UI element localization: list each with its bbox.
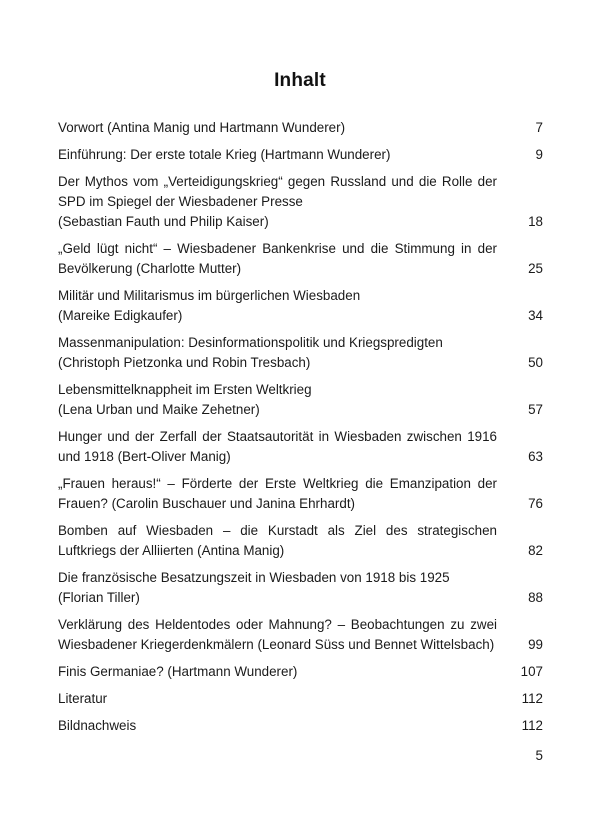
toc-entry-page-number: 9 [535,147,543,162]
toc-entry[interactable] [58,333,543,373]
toc-entry-title: Hunger und der Zerfall der Staatsautorität in Wiesbaden zwischen 1916 und 1918 (Bert-Oliver Manig) [58,429,497,464]
toc-entry[interactable] [58,716,543,736]
toc-entry-page-number: 112 [521,718,543,733]
toc-entry-title: Vorwort (Antina Manig und Hartmann Wunderer) [58,120,346,135]
toc-entry-page-number: 18 [528,214,543,229]
toc-entry[interactable] [58,568,543,608]
toc-entry-title: Massenmanipulation: Desinformationspolitik und Kriegspredigten (Christoph Pietzonka und Robin Tresbach) [58,335,443,370]
toc-entry[interactable] [58,474,543,514]
toc-entry-title: Bomben auf Wiesbaden – die Kurstadt als Ziel des strategischen Luftkriegs der Alliierten (Antina Manig) [58,523,497,558]
toc-entry[interactable] [58,427,543,467]
toc-entry-page-number: 88 [528,590,543,605]
toc-entry[interactable] [58,521,543,561]
toc-entry-title: Die französische Besatzungszeit in Wiesbaden von 1918 bis 1925 (Florian Tiller) [58,570,450,605]
toc-entry-page-number: 76 [528,496,543,511]
toc-entry-title: Der Mythos vom „Verteidigungskrieg“ gegen Russland und die Rolle der SPD im Spiegel der Wiesbadener Presse (Sebastian Fauth und Philip Kaiser) [58,174,497,229]
page-title: Inhalt [274,70,326,91]
toc-entry[interactable] [58,239,543,279]
toc-entry-page-number: 112 [521,691,543,706]
table-of-contents-list [58,118,543,743]
toc-entry-page-number: 99 [528,637,543,652]
toc-entry[interactable] [58,172,543,232]
toc-entry[interactable] [58,662,543,682]
toc-entry-title: Militär und Militarismus im bürgerlichen Wiesbaden (Mareike Edigkaufer) [58,288,361,323]
toc-entry-title: Verklärung des Heldentodes oder Mahnung? – Beobachtungen zu zwei Wiesbadener Kriegerdenkmälern (Leonard Süss und Bennet Wittelsbach) [58,617,497,652]
toc-entry-title: Literatur [58,691,108,706]
toc-entry[interactable] [58,615,543,655]
toc-entry[interactable] [58,145,543,165]
toc-entry[interactable] [58,689,543,709]
toc-entry-title: „Geld lügt nicht“ – Wiesbadener Bankenkrise und die Stimmung in der Bevölkerung (Charlotte Mutter) [58,241,497,276]
toc-entry-page-number: 82 [528,543,543,558]
toc-entry-title: Finis Germaniae? (Hartmann Wunderer) [58,664,298,679]
toc-entry[interactable] [58,286,543,326]
toc-entry-page-number: 57 [528,402,543,417]
toc-entry-page-number: 107 [520,664,543,679]
toc-entry-page-number: 7 [535,120,543,135]
toc-entry-page-number: 25 [528,261,543,276]
toc-entry-title: Lebensmittelknappheit im Ersten Weltkrieg (Lena Urban und Maike Zehetner) [58,382,312,417]
toc-entry-page-number: 34 [528,308,543,323]
toc-entry-page-number: 50 [528,355,543,370]
toc-entry-title: Bildnachweis [58,718,137,733]
toc-entry-page-number: 63 [528,449,543,464]
toc-entry-title: Einführung: Der erste totale Krieg (Hartmann Wunderer) [58,147,391,162]
toc-entry[interactable] [58,118,543,138]
toc-entry[interactable] [58,380,543,420]
toc-entry-title: „Frauen heraus!“ – Förderte der Erste Weltkrieg die Emanzipation der Frauen? (Carolin Buschauer und Janina Ehrhardt) [58,476,497,511]
folio-page-number: 5 [535,748,543,763]
